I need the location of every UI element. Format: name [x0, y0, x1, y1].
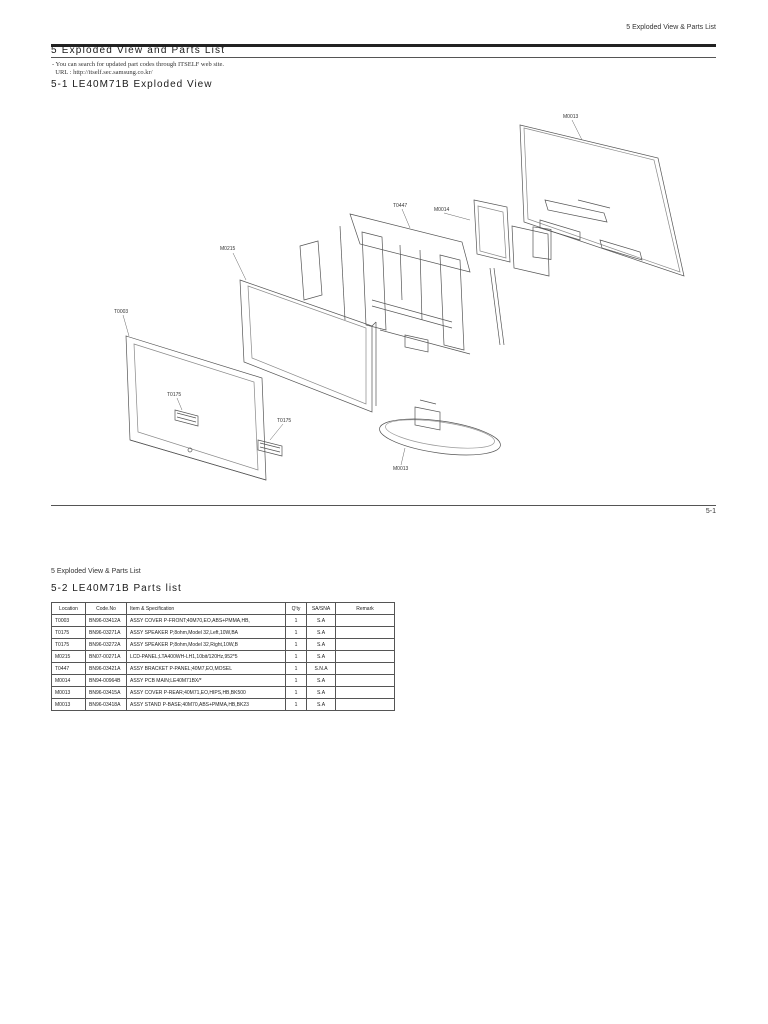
- cell-sa: S.N.A: [307, 663, 336, 675]
- section-title: 5 Exploded View and Parts List: [51, 45, 226, 56]
- cell-sa: S.A: [307, 675, 336, 687]
- cell-remark: [336, 651, 395, 663]
- label-pcb-main: M0014: [434, 207, 450, 213]
- cell-location: T0003: [52, 615, 86, 627]
- table-row: [52, 627, 395, 639]
- cell-qty: 1: [286, 615, 307, 627]
- col-location: Location: [52, 603, 86, 615]
- cell-code: BN96-03271A: [86, 627, 127, 639]
- cell-remark: [336, 687, 395, 699]
- cell-code: BN96-03272A: [86, 639, 127, 651]
- cell-item: ASSY COVER P-REAR;40M71,EO,HIPS,HB,BK500: [127, 687, 286, 699]
- exploded-view-title: 5-1 LE40M71B Exploded View: [51, 79, 213, 90]
- cell-remark: [336, 675, 395, 687]
- cell-sa: S.A: [307, 615, 336, 627]
- cell-remark: [336, 627, 395, 639]
- parts-list-title: 5-2 LE40M71B Parts list: [51, 583, 182, 594]
- speaker-left-drawing: [175, 410, 198, 426]
- label-bracket: T0447: [393, 203, 408, 209]
- page-bottom-rule: [51, 505, 716, 506]
- speaker-right-drawing: [258, 440, 282, 456]
- table-row: [52, 651, 395, 663]
- cell-location: M0013: [52, 699, 86, 711]
- label-stand: M0013: [393, 466, 409, 472]
- cell-location: T0447: [52, 663, 86, 675]
- cell-item: ASSY PCB MAIN;LE40M71BX/*: [127, 675, 286, 687]
- cell-sa: S.A: [307, 699, 336, 711]
- col-sa: SA/SNA: [307, 603, 336, 615]
- cell-remark: [336, 663, 395, 675]
- cell-code: BN96-03412A: [86, 615, 127, 627]
- cell-item: ASSY BRACKET P-PANEL;40M7,EO,MOSEL: [127, 663, 286, 675]
- cell-sa: S.A: [307, 639, 336, 651]
- web-note-line2: URL : http://itself.sec.samsung.co.kr/: [52, 69, 153, 76]
- cell-location: M0014: [52, 675, 86, 687]
- cell-item: ASSY SPEAKER P;8ohm,Model 32,Right,10W,B: [127, 639, 286, 651]
- cell-sa: S.A: [307, 651, 336, 663]
- running-head: 5 Exploded View & Parts List: [626, 24, 716, 31]
- cell-location: T0175: [52, 627, 86, 639]
- cell-location: T0175: [52, 639, 86, 651]
- cell-qty: 1: [286, 699, 307, 711]
- cell-code: BN96-03415A: [86, 687, 127, 699]
- col-code-no: Code.No: [86, 603, 127, 615]
- cell-location: M0215: [52, 651, 86, 663]
- table-row: [52, 615, 395, 627]
- side-bracket-drawing: [300, 241, 322, 300]
- cell-code: BN07-00271A: [86, 651, 127, 663]
- cell-qty: 1: [286, 663, 307, 675]
- cell-qty: 1: [286, 675, 307, 687]
- bracket-drawing: [340, 214, 470, 354]
- table-row: [52, 687, 395, 699]
- pcb-main-drawing: [474, 200, 549, 345]
- cell-sa: S.A: [307, 627, 336, 639]
- label-speaker-right: T0175: [277, 418, 292, 424]
- cell-item: ASSY COVER P-FRONT;40M70,EO,ABS+PMMA,HB,: [127, 615, 286, 627]
- page-number: 5-1: [705, 508, 716, 515]
- table-row: [52, 639, 395, 651]
- cell-remark: [336, 639, 395, 651]
- table-row: [52, 699, 395, 711]
- label-panel: M0215: [220, 246, 236, 252]
- cell-code: BN96-03418A: [86, 699, 127, 711]
- label-front-cover: T0003: [114, 309, 129, 315]
- label-rear-cover: M0013: [563, 114, 579, 120]
- cell-sa: S.A: [307, 687, 336, 699]
- web-note-line1: - You can search for updated part codes through ITSELF web site.: [52, 61, 225, 68]
- parts-table: [51, 602, 395, 711]
- rear-cover-drawing: [520, 125, 684, 276]
- running-head-page2: 5 Exploded View & Parts List: [51, 568, 141, 575]
- col-qty: Q'ty: [286, 603, 307, 615]
- cell-item: ASSY SPEAKER P;8ohm,Model 32,Left,10W,BA: [127, 627, 286, 639]
- parts-table-header: [52, 603, 395, 615]
- label-speaker-left: T0175: [167, 392, 182, 398]
- col-item: Item & Specification: [127, 603, 286, 615]
- cell-remark: [336, 615, 395, 627]
- cell-location: M0013: [52, 687, 86, 699]
- cell-code: BN96-03421A: [86, 663, 127, 675]
- table-row: [52, 675, 395, 687]
- cell-qty: 1: [286, 627, 307, 639]
- cell-code: BN94-00964B: [86, 675, 127, 687]
- table-row: [52, 663, 395, 675]
- front-cover-drawing: [126, 336, 266, 480]
- cell-qty: 1: [286, 651, 307, 663]
- lcd-panel-drawing: [240, 280, 376, 412]
- cell-item: ASSY STAND P-BASE;40M70,ABS+PMMA,HB,BK23: [127, 699, 286, 711]
- cell-qty: 1: [286, 687, 307, 699]
- stand-drawing: [377, 400, 502, 461]
- cell-qty: 1: [286, 639, 307, 651]
- col-remark: Remark: [336, 603, 395, 615]
- cell-item: LCD-PANEL;LTA400WH-LH1,10bit/120Hz,952*5: [127, 651, 286, 663]
- cell-remark: [336, 699, 395, 711]
